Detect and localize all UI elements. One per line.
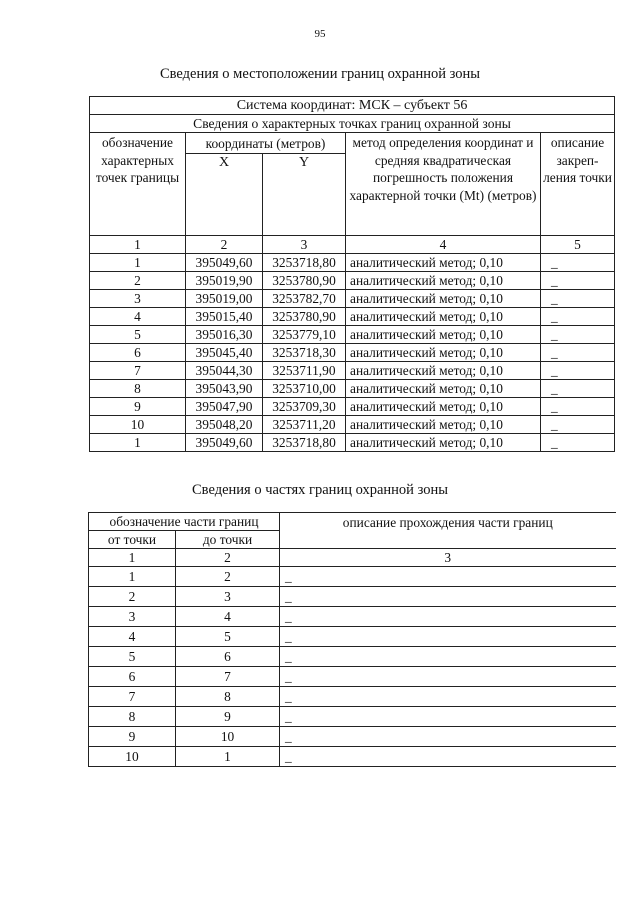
- points-table: [89, 96, 615, 452]
- coordinate-x: 395019,00: [186, 290, 263, 308]
- coordinate-x: 395049,60: [186, 434, 263, 452]
- point-number: 6: [90, 344, 186, 362]
- table-row: [90, 434, 615, 452]
- table-row: [89, 587, 616, 607]
- table-row: [90, 326, 615, 344]
- method-value: аналитический метод; 0,10: [346, 398, 541, 416]
- column-number: 3: [263, 236, 346, 254]
- method-value: аналитический метод; 0,10: [346, 416, 541, 434]
- from-point: 10: [89, 747, 176, 767]
- point-description: _: [541, 326, 615, 344]
- coordinate-x: 395049,60: [186, 254, 263, 272]
- point-description: _: [541, 362, 615, 380]
- coordinate-y: 3253711,20: [263, 416, 346, 434]
- point-number: 4: [90, 308, 186, 326]
- header-to-point: до точки: [176, 531, 280, 549]
- table-row: [89, 727, 616, 747]
- header-point-designation: обозначение характерных точек границы: [90, 133, 186, 236]
- to-point: 9: [176, 707, 280, 727]
- coordinate-y: 3253780,90: [263, 272, 346, 290]
- points-table-subtitle: Сведения о характерных точках границ охранной зоны: [90, 115, 615, 133]
- column-number: 3: [280, 549, 616, 567]
- coordinate-y: 3253780,90: [263, 308, 346, 326]
- from-point: 3: [89, 607, 176, 627]
- table-row: [89, 607, 616, 627]
- method-value: аналитический метод; 0,10: [346, 272, 541, 290]
- from-point: 4: [89, 627, 176, 647]
- coordinate-y: 3253718,80: [263, 254, 346, 272]
- header-part-description: описание прохождения части границ: [280, 513, 616, 549]
- coordinate-y: 3253710,00: [263, 380, 346, 398]
- point-description: _: [541, 380, 615, 398]
- coordinate-y: 3253779,10: [263, 326, 346, 344]
- coordinate-y: 3253718,80: [263, 434, 346, 452]
- from-point: 2: [89, 587, 176, 607]
- point-description: _: [541, 416, 615, 434]
- point-number: 7: [90, 362, 186, 380]
- point-number: 8: [90, 380, 186, 398]
- part-description: _: [280, 607, 616, 627]
- coordinate-x: 395015,40: [186, 308, 263, 326]
- point-number: 1: [90, 254, 186, 272]
- column-number: 4: [346, 236, 541, 254]
- header-description: описание закреп-ления точки: [541, 133, 615, 236]
- column-number: 2: [176, 549, 280, 567]
- part-description: _: [280, 647, 616, 667]
- header-x: X: [186, 154, 263, 236]
- from-point: 5: [89, 647, 176, 667]
- from-point: 8: [89, 707, 176, 727]
- page-number: 95: [314, 28, 326, 40]
- point-description: _: [541, 434, 615, 452]
- parts-section-title: Сведения о частях границ охранной зоны: [192, 482, 448, 498]
- table-row: [89, 707, 616, 727]
- point-description: _: [541, 308, 615, 326]
- coordinate-y: 3253709,30: [263, 398, 346, 416]
- method-value: аналитический метод; 0,10: [346, 434, 541, 452]
- coordinate-x: 395016,30: [186, 326, 263, 344]
- table-row: [89, 747, 616, 767]
- header-y: Y: [263, 154, 346, 236]
- point-description: _: [541, 290, 615, 308]
- point-number: 1: [90, 434, 186, 452]
- point-description: _: [541, 398, 615, 416]
- method-value: аналитический метод; 0,10: [346, 290, 541, 308]
- to-point: 8: [176, 687, 280, 707]
- point-number: 5: [90, 326, 186, 344]
- coordinate-x: 395044,30: [186, 362, 263, 380]
- from-point: 9: [89, 727, 176, 747]
- table-row: [90, 254, 615, 272]
- table-row: [90, 344, 615, 362]
- table-row: [90, 362, 615, 380]
- coordinate-system: Система координат: МСК – субъект 56: [90, 97, 615, 115]
- coordinate-y: 3253782,70: [263, 290, 346, 308]
- part-description: _: [280, 747, 616, 767]
- column-number: 1: [90, 236, 186, 254]
- to-point: 10: [176, 727, 280, 747]
- table-row: [90, 290, 615, 308]
- point-number: 10: [90, 416, 186, 434]
- coordinate-x: 395048,20: [186, 416, 263, 434]
- part-description: _: [280, 567, 616, 587]
- part-description: _: [280, 627, 616, 647]
- table-row: [89, 567, 616, 587]
- to-point: 4: [176, 607, 280, 627]
- coordinate-x: 395019,90: [186, 272, 263, 290]
- table-row: [89, 647, 616, 667]
- to-point: 1: [176, 747, 280, 767]
- coordinate-x: 395043,90: [186, 380, 263, 398]
- table-row: [90, 380, 615, 398]
- point-number: 2: [90, 272, 186, 290]
- point-number: 3: [90, 290, 186, 308]
- header-coordinates: координаты (метров): [186, 133, 346, 154]
- point-number: 9: [90, 398, 186, 416]
- method-value: аналитический метод; 0,10: [346, 362, 541, 380]
- to-point: 2: [176, 567, 280, 587]
- method-value: аналитический метод; 0,10: [346, 344, 541, 362]
- method-value: аналитический метод; 0,10: [346, 380, 541, 398]
- part-description: _: [280, 707, 616, 727]
- to-point: 6: [176, 647, 280, 667]
- method-value: аналитический метод; 0,10: [346, 326, 541, 344]
- coordinate-y: 3253718,30: [263, 344, 346, 362]
- header-part-designation: обозначение части границ: [89, 513, 280, 531]
- method-value: аналитический метод; 0,10: [346, 254, 541, 272]
- from-point: 6: [89, 667, 176, 687]
- point-description: _: [541, 344, 615, 362]
- table-row: [90, 416, 615, 434]
- to-point: 5: [176, 627, 280, 647]
- coordinate-x: 395047,90: [186, 398, 263, 416]
- table-row: [90, 272, 615, 290]
- table-row: [89, 687, 616, 707]
- coordinate-y: 3253711,90: [263, 362, 346, 380]
- part-description: _: [280, 727, 616, 747]
- column-number: 5: [541, 236, 615, 254]
- point-description: _: [541, 272, 615, 290]
- column-number: 2: [186, 236, 263, 254]
- table-row: [90, 398, 615, 416]
- to-point: 7: [176, 667, 280, 687]
- method-value: аналитический метод; 0,10: [346, 308, 541, 326]
- table-row: [89, 667, 616, 687]
- from-point: 7: [89, 687, 176, 707]
- coordinate-x: 395045,40: [186, 344, 263, 362]
- to-point: 3: [176, 587, 280, 607]
- header-from-point: от точки: [89, 531, 176, 549]
- from-point: 1: [89, 567, 176, 587]
- part-description: _: [280, 587, 616, 607]
- table-row: [90, 308, 615, 326]
- part-description: _: [280, 687, 616, 707]
- table-row: [89, 627, 616, 647]
- part-description: _: [280, 667, 616, 687]
- header-method: метод определения координат и средняя квадратическая погрешность положения характерной точки (Mt) (метров): [346, 133, 541, 236]
- section-title: Сведения о местоположении границ охранной зоны: [159, 66, 480, 82]
- column-number: 1: [89, 549, 176, 567]
- parts-table: [88, 512, 616, 767]
- point-description: _: [541, 254, 615, 272]
